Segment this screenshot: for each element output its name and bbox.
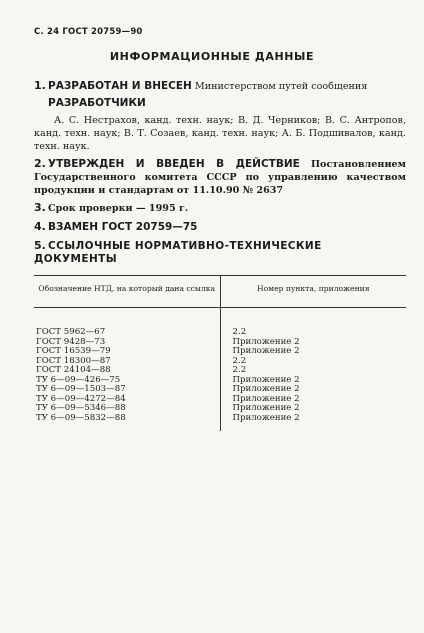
table-header-document: Обозначение НТД, на который дана ссылка bbox=[34, 276, 220, 308]
item-heading: ССЫЛОЧНЫЕ НОРМАТИВНО-ТЕХНИЧЕСКИЕ ДОКУМЕНТЫ bbox=[34, 240, 322, 265]
table-cell-document: ГОСТ 5962—67 bbox=[34, 308, 220, 338]
table-cell-clause: 2.2 bbox=[232, 365, 247, 375]
item-reference-docs bbox=[34, 239, 406, 266]
item-text: Постановлением Государственного комитета СССР по управлению качеством продукции и стандартам от 11.10.90 № 2637 bbox=[34, 159, 406, 196]
item-approved bbox=[34, 157, 406, 197]
item-number: 1. bbox=[34, 79, 46, 92]
table-cell-clause: Приложение 2 bbox=[232, 393, 300, 404]
item-developed bbox=[34, 79, 406, 93]
page-header: С. 24 ГОСТ 20759—90 bbox=[34, 27, 143, 37]
item-number: 3. bbox=[34, 201, 46, 214]
table-cell-document: ТУ 6—09—5832—88 bbox=[34, 414, 220, 432]
table-cell-clause: 2.2 bbox=[232, 355, 247, 366]
item-number: 2. bbox=[34, 157, 46, 170]
table-cell-clause: Приложение 2 bbox=[232, 412, 300, 423]
table-cell-clause: 2.2 bbox=[232, 327, 247, 337]
references-table bbox=[34, 275, 406, 431]
developers-list: А. С. Нестрахов, канд. техн. наук; В. Д. Черников; В. С. Антропов, канд. техн. наук; В. Т. Созаев, канд. техн. наук; А. Б. Подшивалов, канд. техн. наук. bbox=[34, 115, 406, 152]
table-cell-document: ТУ 6—09—5346—88 bbox=[34, 404, 220, 414]
table-cell-clause: Приложение 2 bbox=[232, 403, 300, 413]
table-header-row bbox=[34, 276, 406, 308]
table-cell-document: ГОСТ 18300—87 bbox=[34, 357, 220, 367]
developers-heading: РАЗРАБОТЧИКИ bbox=[48, 97, 146, 109]
table-cell-document: ГОСТ 24104—88 bbox=[34, 366, 220, 376]
item-review-period bbox=[34, 201, 406, 215]
table-cell-document: ТУ 6—09—426—75 bbox=[34, 376, 220, 386]
table-header-clause: Номер пункта, приложения bbox=[220, 276, 406, 308]
table-cell-document: ТУ 6—09—1503—87 bbox=[34, 385, 220, 395]
item-heading: ВЗАМЕН ГОСТ 20759—75 bbox=[48, 221, 198, 233]
table-cell-document: ТУ 6—09—4272—84 bbox=[34, 395, 220, 405]
table-cell-document: ГОСТ 16539—79 bbox=[34, 347, 220, 357]
table-cell-clause: Приложение 2 bbox=[232, 336, 300, 347]
item-heading: РАЗРАБОТАН И ВНЕСЕН bbox=[48, 80, 192, 92]
item-heading: УТВЕРЖДЕН И ВВЕДЕН В ДЕЙСТВИЕ bbox=[48, 158, 300, 170]
item-text: Срок проверки — 1995 г. bbox=[48, 203, 189, 214]
table-row bbox=[34, 308, 406, 338]
table-cell-clause: Приложение 2 bbox=[232, 374, 300, 385]
item-text: Министерством путей сообщения bbox=[191, 81, 368, 92]
table-cell-clause: Приложение 2 bbox=[232, 384, 300, 394]
table-cell-clause: Приложение 2 bbox=[232, 346, 300, 356]
item-number: 5. bbox=[34, 239, 46, 252]
item-number: 4. bbox=[34, 220, 46, 233]
table-row bbox=[34, 414, 406, 432]
section-title: ИНФОРМАЦИОННЫЕ ДАННЫЕ bbox=[109, 50, 315, 63]
item-replaces bbox=[34, 220, 406, 234]
table-cell-document: ГОСТ 9428—73 bbox=[34, 338, 220, 348]
